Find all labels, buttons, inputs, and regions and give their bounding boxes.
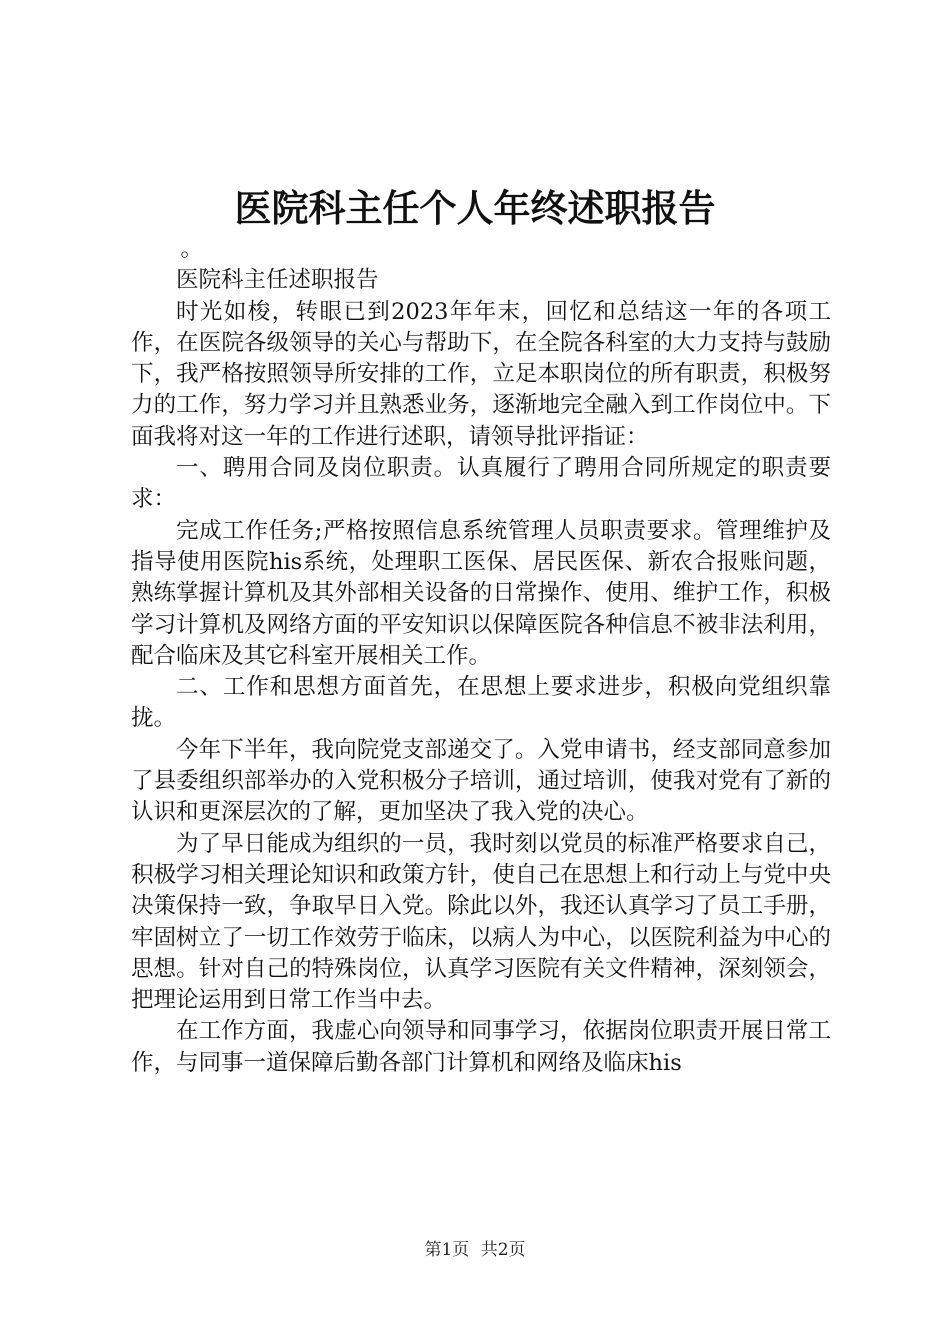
paragraph-tasks: 完成工作任务;严格按照信息系统管理人员职责要求。管理维护及指导使用医院his系统，处理职工医保、居民医保、新农合报账问题，熟练掌握计算机及其外部相关设备的日常操作、使用、维护工作，积极学习计算机及网络方面的平安知识以保障医院各种信息不被非法利用，配合临床及其它科室开展相关工作。 — [131, 517, 831, 669]
paragraph-work-aspect: 在工作方面，我虚心向领导和同事学习，依据岗位职责开展日常工作，与同事一道保障后勤各部门计算机和网络及临床his — [131, 1018, 831, 1076]
paragraph-subtitle: 医院科主任述职报告 — [176, 267, 379, 294]
paragraph-party-application: 今年下半年，我向院党支部递交了。入党申请书，经支部同意参加了县委组织部举办的入党积极分子培训，通过培训，使我对党有了新的认识和更深层次的了解，更加坚决了我入党的决心。 — [131, 736, 831, 826]
paragraph-section-one: 一、聘用合同及岗位职责。认真履行了聘用合同所规定的职责要求： — [131, 455, 831, 513]
page-total: 共2页 — [480, 1240, 526, 1260]
document-title: 医院科主任个人年终述职报告 — [234, 186, 716, 230]
paragraph-self-requirement: 为了早日能成为组织的一员，我时刻以党员的标准严格要求自己，积极学习相关理论知识和政策方针，使自己在思想上和行动上与党中央决策保持一致，争取早日入党。除此以外，我还认真学习了员工手册，牢固树立了一切工作效劳于临床，以病人为中心，以医院利益为中心的思想。针对自己的特殊岗位，认真学习医院有关文件精神，深刻领会，把理论运用到日常工作当中去。 — [131, 830, 831, 1014]
page-number: 第1页 — [424, 1240, 470, 1260]
paragraph-intro: 时光如梭，转眼已到2023年年末，回忆和总结这一年的各项工作，在医院各级领导的关心与帮助下，在全院各科室的大力支持与鼓励下，我严格按照领导所安排的工作，立足本职岗位的所有职责，积极努力的工作，努力学习并且熟悉业务，逐渐地完全融入到工作岗位中。下面我将对这一年的工作进行述职，请领导批评指证： — [131, 298, 831, 450]
page-footer — [0, 1238, 950, 1262]
document-body — [131, 234, 831, 1079]
paragraph-section-two: 二、工作和思想方面首先，在思想上要求进步，积极向党组织靠拢。 — [131, 674, 831, 732]
paragraph-period: 。 — [180, 236, 204, 262]
